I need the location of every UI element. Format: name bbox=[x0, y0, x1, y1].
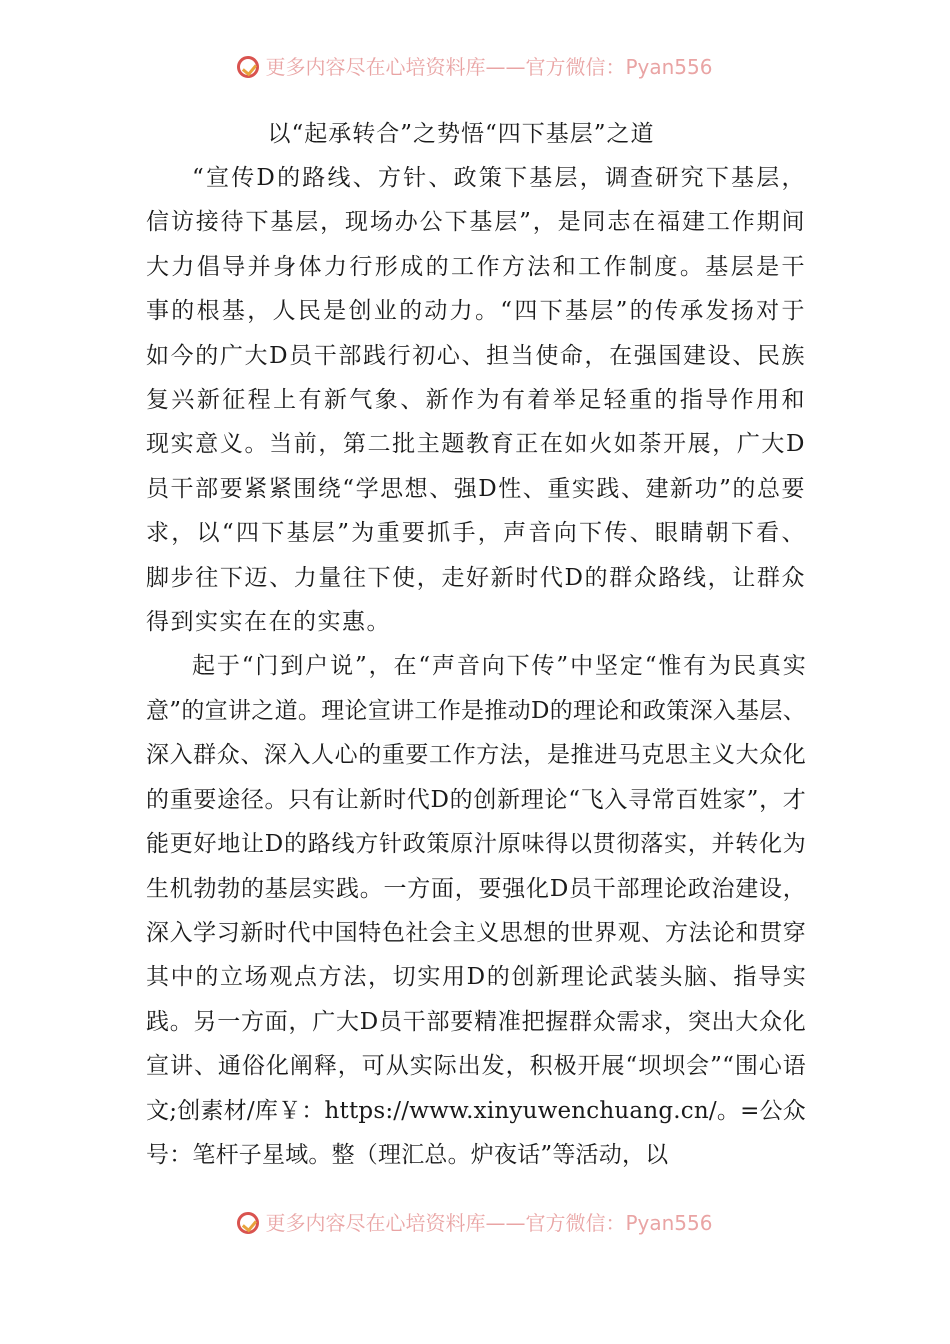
paragraph-section-1: 起于“门到户说”，在“声音向下传”中坚定“惟有为民真实意”的宣讲之道。理论宣讲工作是推动D的理论和政策深入基层、深入群众、深入人心的重要工作方法，是推进马克思主义大众化的重要途径。只有让新时代D的创新理论“飞入寻常百姓家”，才能更好地让D的路线方针政策原汁原味得以贯彻落实，并转化为生机勃勃的基层实践。一方面，要强化D员干部理论政治建设，深入学习新时代中国特色社会主义思想的世界观、方法论和贯穿其中的立场观点方法，切实用D的创新理论武装头脑、指导实践。另一方面，广大D员干部要精准把握群众需求，突出大众化宣讲、通俗化阐释，可从实际出发，积极开展“坝坝会”“围心语文;创素材/库￥：https://www.xinyuwenchuang.cn/。=公众号：笔杆子星域。整（理汇总。炉夜话”等活动，以 bbox=[146, 653, 806, 1168]
brand-logo-icon bbox=[237, 1212, 259, 1234]
brand-logo-icon bbox=[237, 56, 259, 78]
watermark-top bbox=[0, 56, 950, 82]
watermark-bottom bbox=[0, 1208, 950, 1238]
document-title: 以“起承转合”之势悟“四下基层”之道 bbox=[267, 121, 655, 147]
paragraph-intro: “宣传D的路线、方针、政策下基层，调查研究下基层，信访接待下基层，现场办公下基层”，是同志在福建工作期间大力倡导并身体力行形成的工作方法和工作制度。基层是干事的根基，人民是创业的动力。“四下基层”的传承发扬对于如今的广大D员干部践行初心、担当使命，在强国建设、民族复兴新征程上有新气象、新作为有着举足轻重的指导作用和现实意义。当前，第二批主题教育正在如火如荼开展，广大D员干部要紧紧围绕“学思想、强D性、重实践、建新功”的总要求，以“四下基层”为重要抓手，声音向下传、眼睛朝下看、脚步往下迈、力量往下使，走好新时代D的群众路线，让群众得到实实在在的实惠。 bbox=[146, 165, 806, 636]
watermark-text: 更多内容尽在心培资料库——官方微信：Pyan556 bbox=[265, 56, 713, 79]
document-body bbox=[146, 112, 806, 1177]
watermark-text: 更多内容尽在心培资料库——官方微信：Pyan556 bbox=[265, 1211, 713, 1235]
